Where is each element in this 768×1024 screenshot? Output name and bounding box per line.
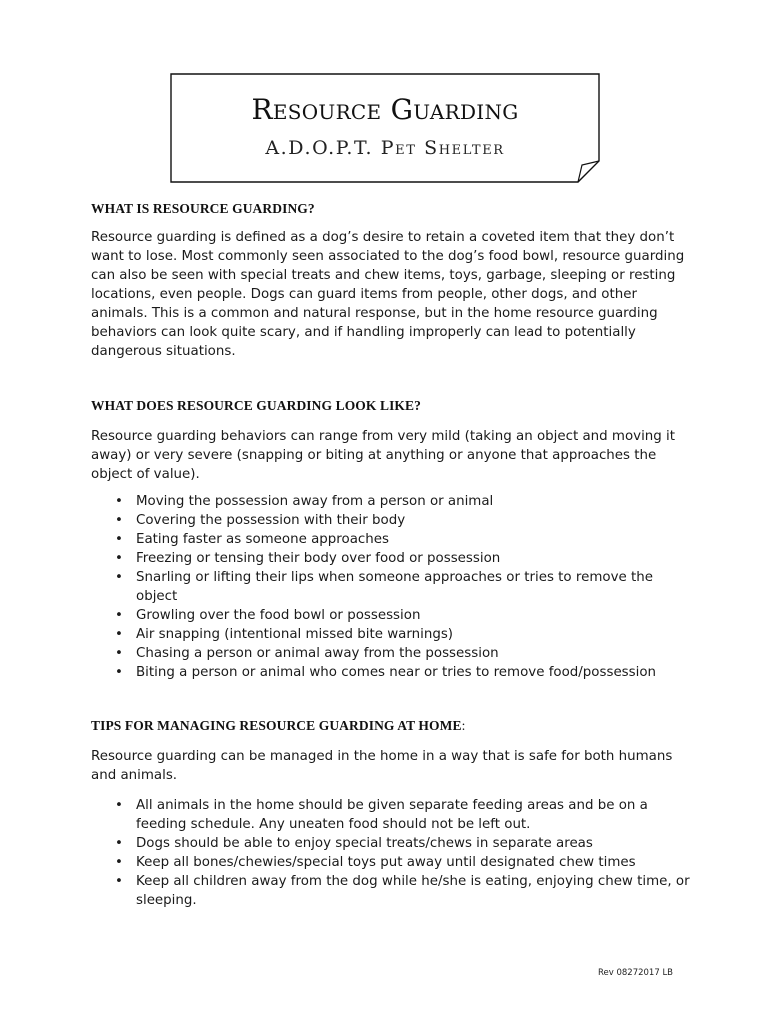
list-item: • Eating faster as someone approaches [115,532,389,547]
section-heading-look-like: WHAT DOES RESOURCE GUARDING LOOK LIKE? [91,398,421,413]
title-banner [170,73,600,183]
bullet-icon: • [115,627,123,642]
list-item: • Air snapping (intentional missed bite warnings) [115,627,454,642]
section-heading-what-is: WHAT IS RESOURCE GUARDING? [91,201,315,216]
list-item: • Chasing a person or animal away from the possession [115,646,499,661]
page-title: Resource Guarding [251,93,519,126]
revision-footer: Rev 08272017 LB [598,968,674,978]
bullet-icon: • [115,665,123,680]
title-banner-frame [170,73,600,183]
list-item: • Moving the possession away from a person or animal [115,494,494,509]
list-item: • All animals in the home should be given separate feeding areas and be on a feeding schedule. Any uneaten food should not be left out. [115,798,648,832]
bullet-icon: • [115,608,123,623]
section-heading-tips: TIPS FOR MANAGING RESOURCE GUARDING AT HOME: [91,718,466,733]
list-item: • Covering the possession with their body [115,513,406,528]
list-item: • Biting a person or animal who comes near or tries to remove food/possession [115,665,657,680]
list-item: • Growling over the food bowl or possession [115,608,421,623]
bullet-icon: • [115,551,123,566]
bullet-icon: • [115,646,123,661]
bullet-icon: • [115,874,123,889]
section-paragraph-what-is: Resource guarding is defined as a dog’s desire to retain a coveted item that they don’t want to lose. Most commonly seen associated to the dog’s food bowl, resource guarding can also be seen with special treats and chew items, toys, garbage, sleeping or resting locations, even people. Dogs can guard items from people, other dogs, and other animals. This is a common and natural response, but in the home resource guarding behaviors can look quite scary, and if handling improperly can lead to potentially dangerous situations. [91,230,685,359]
tips-list [91,796,691,910]
list-item: • Keep all children away from the dog while he/she is eating, enjoying chew time, or sleeping. [115,874,690,908]
section-paragraph-look-like: Resource guarding behaviors can range from very mild (taking an object and moving it away) or very severe (snapping or biting at anything or anyone that approaches the object of value). [91,429,676,482]
bullet-icon: • [115,570,123,585]
list-item: • Dogs should be able to enjoy special treats/chews in separate areas [115,836,593,851]
bullet-icon: • [115,513,123,528]
page-subtitle: A.D.O.P.T. Pet Shelter [265,137,505,159]
bullet-icon: • [115,798,123,813]
list-item: • Keep all bones/chewies/special toys put away until designated chew times [115,855,636,870]
bullet-icon: • [115,855,123,870]
list-item: • Freezing or tensing their body over food or possession [115,551,501,566]
bullet-icon: • [115,836,123,851]
bullet-icon: • [115,532,123,547]
bullet-icon: • [115,494,123,509]
section-paragraph-tips: Resource guarding can be managed in the home in a way that is safe for both humans and animals. [91,749,673,783]
list-item: • Snarling or lifting their lips when someone approaches or tries to remove the object [115,570,653,604]
behavior-list [91,492,691,682]
